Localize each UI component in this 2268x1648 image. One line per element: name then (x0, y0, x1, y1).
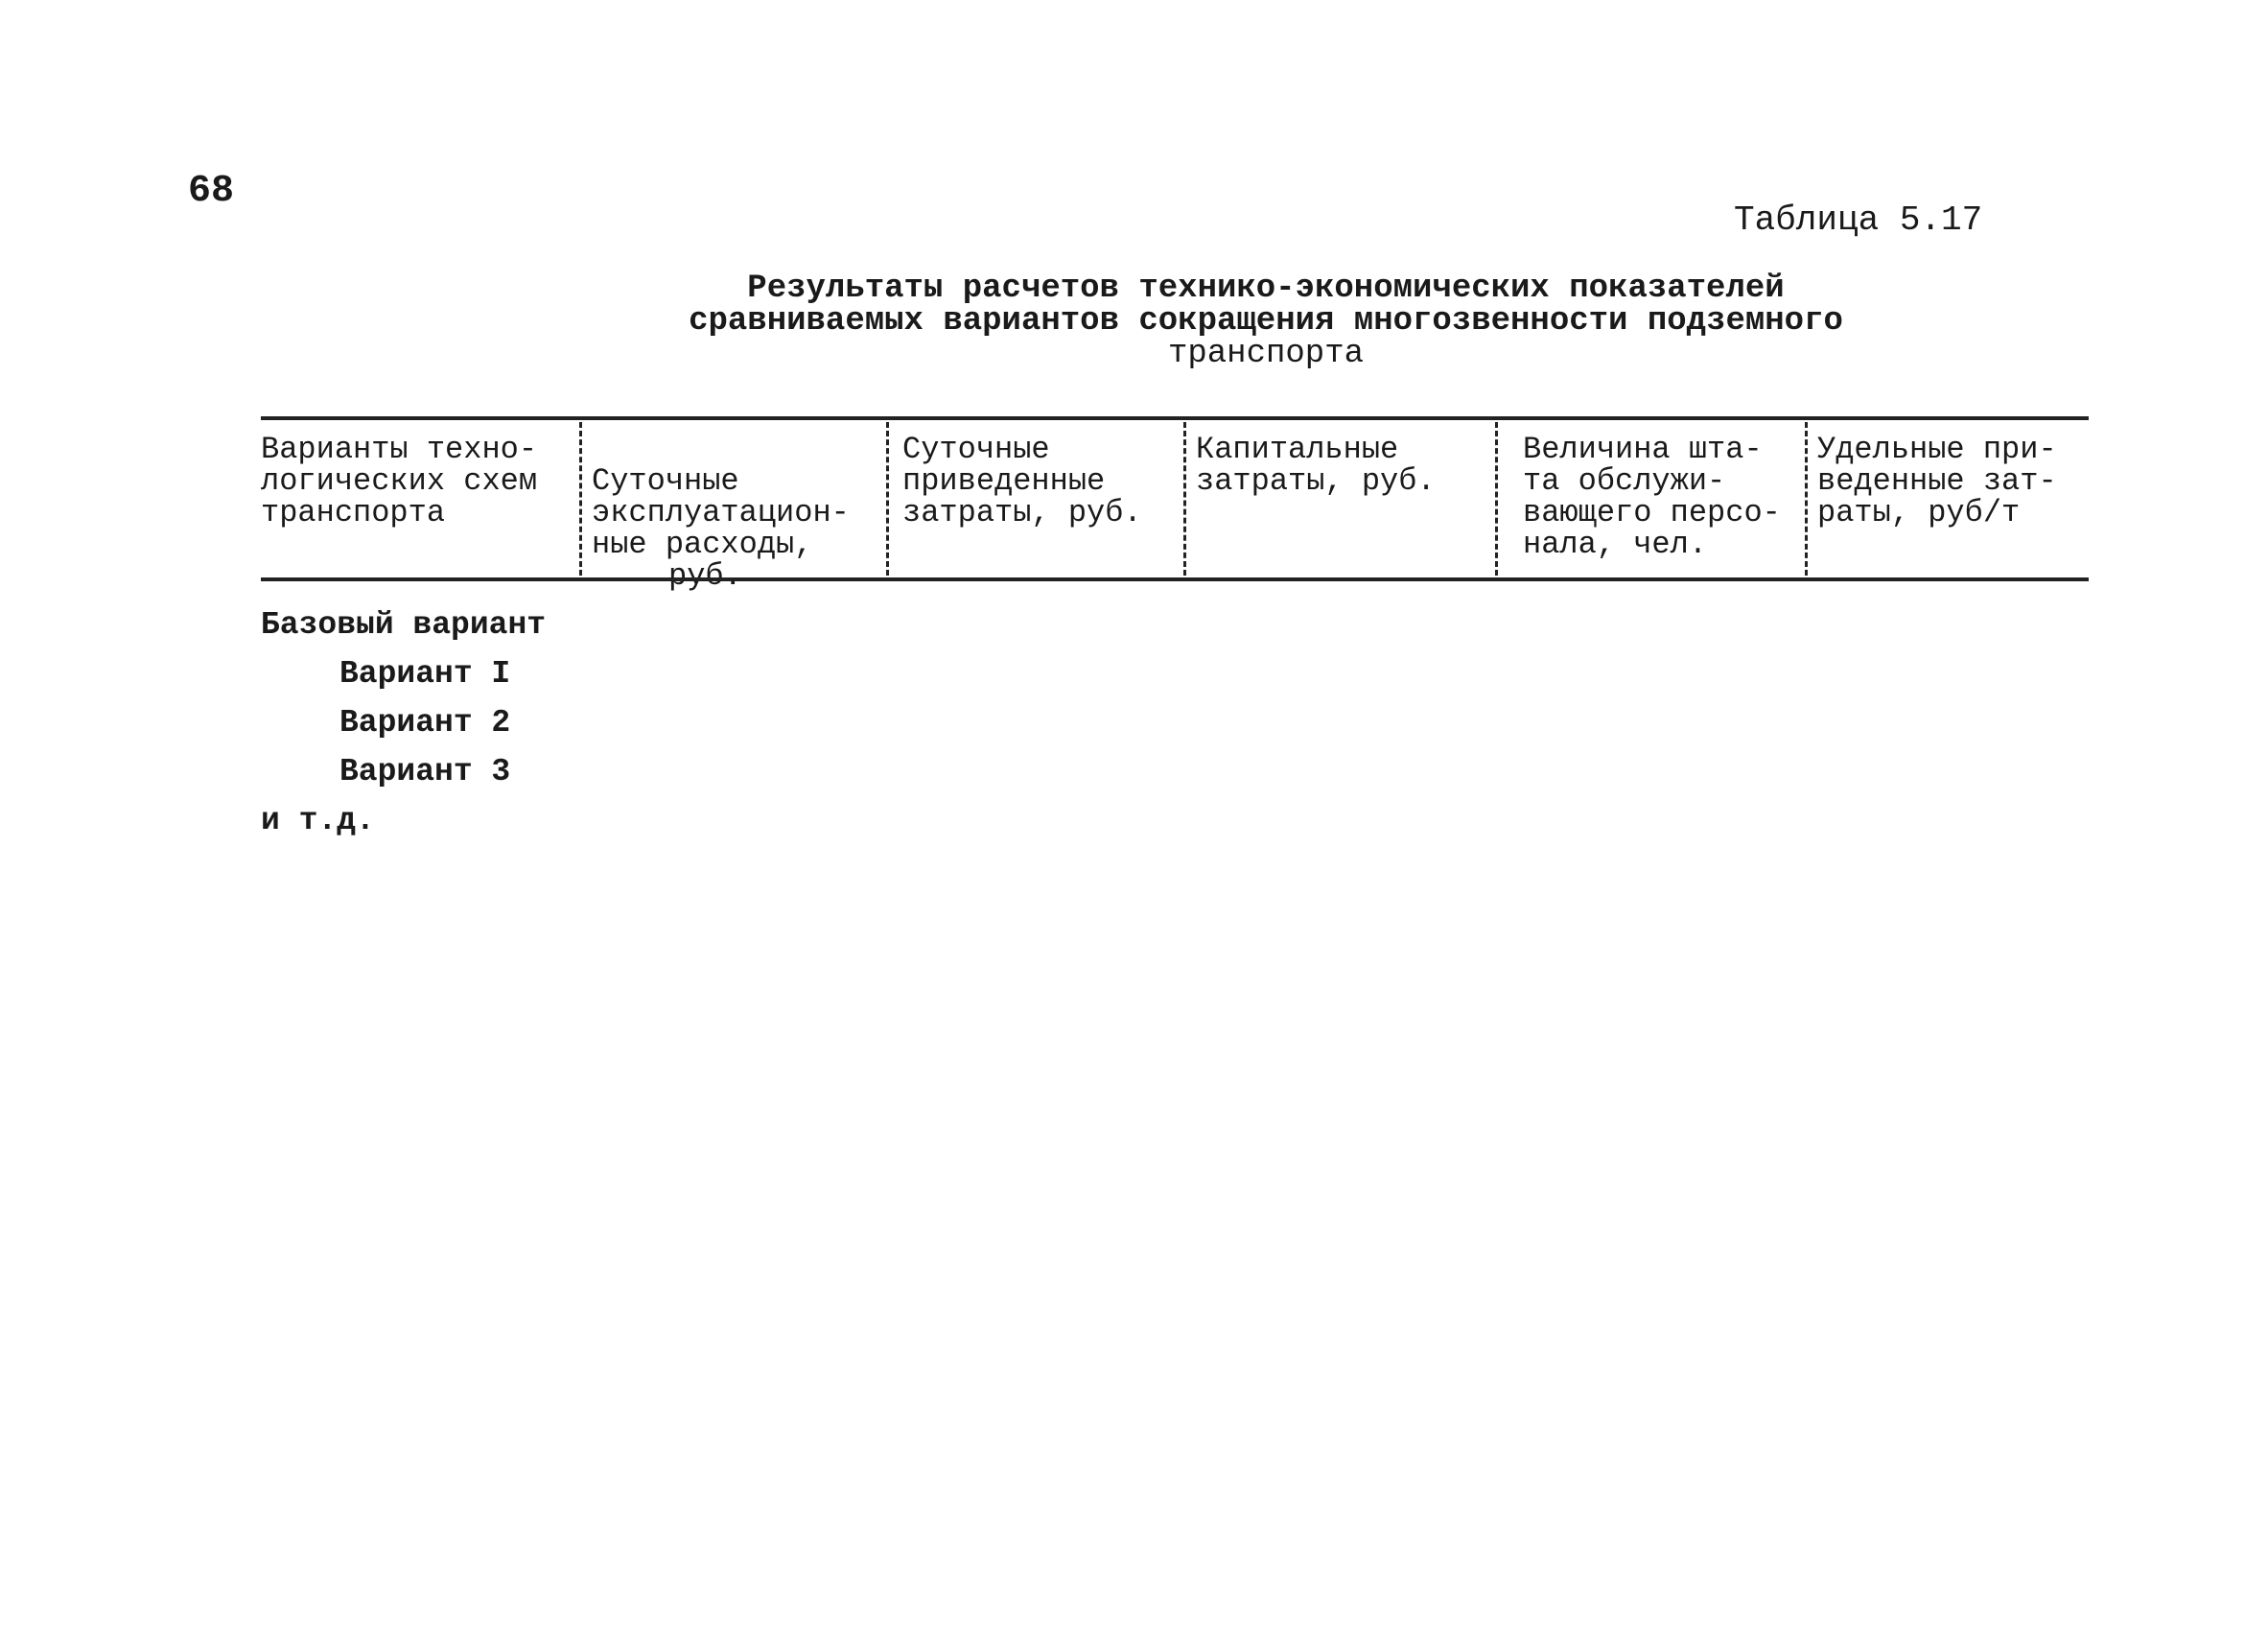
column-separator (886, 422, 889, 576)
table-row-variant-2: Вариант 2 (339, 705, 511, 741)
title-line-3: транспорта (1167, 336, 1365, 372)
column-header-variants: Варианты техно- логических схем транспорта (261, 432, 538, 530)
column-header-capital-costs: Капитальные затраты, руб. (1196, 432, 1436, 499)
table-top-rule (261, 416, 2089, 420)
column-separator (1805, 422, 1808, 576)
table-row-variant-3: Вариант 3 (339, 754, 511, 789)
column-header-daily-reduced-costs: Суточные приведенные затраты, руб. (902, 432, 1142, 530)
column-separator (1495, 422, 1498, 576)
page-number: 68 (188, 170, 235, 213)
title-line-2: сравниваемых вариантов сокращения многозвенности подземного (689, 303, 1843, 340)
title-line-1: Результаты расчетов технико-экономических показателей (747, 271, 1785, 307)
column-separator (1183, 422, 1186, 576)
column-header-unit: руб. (668, 558, 742, 594)
column-header-daily-operating-costs (592, 422, 879, 594)
table-title (537, 272, 1995, 370)
table-header-bottom-rule (261, 577, 2089, 581)
column-separator (579, 422, 582, 576)
table-row-base-variant: Базовый вариант (261, 607, 547, 643)
column-header-staff-size: Величина шта- та обслужи- вающего персо- нала, чел. (1523, 432, 1781, 562)
table-body (261, 600, 546, 845)
column-header-text: Суточные эксплуатацион- ные расходы, (592, 463, 850, 562)
table-row-etc: и т.д. (261, 803, 375, 838)
table-label: Таблица 5.17 (1734, 200, 1983, 240)
column-header-specific-reduced-costs: Удельные при- веденные зат- раты, руб/т (1817, 432, 2057, 530)
table-row-variant-1: Вариант I (339, 656, 511, 692)
table-header-row (261, 422, 2089, 594)
